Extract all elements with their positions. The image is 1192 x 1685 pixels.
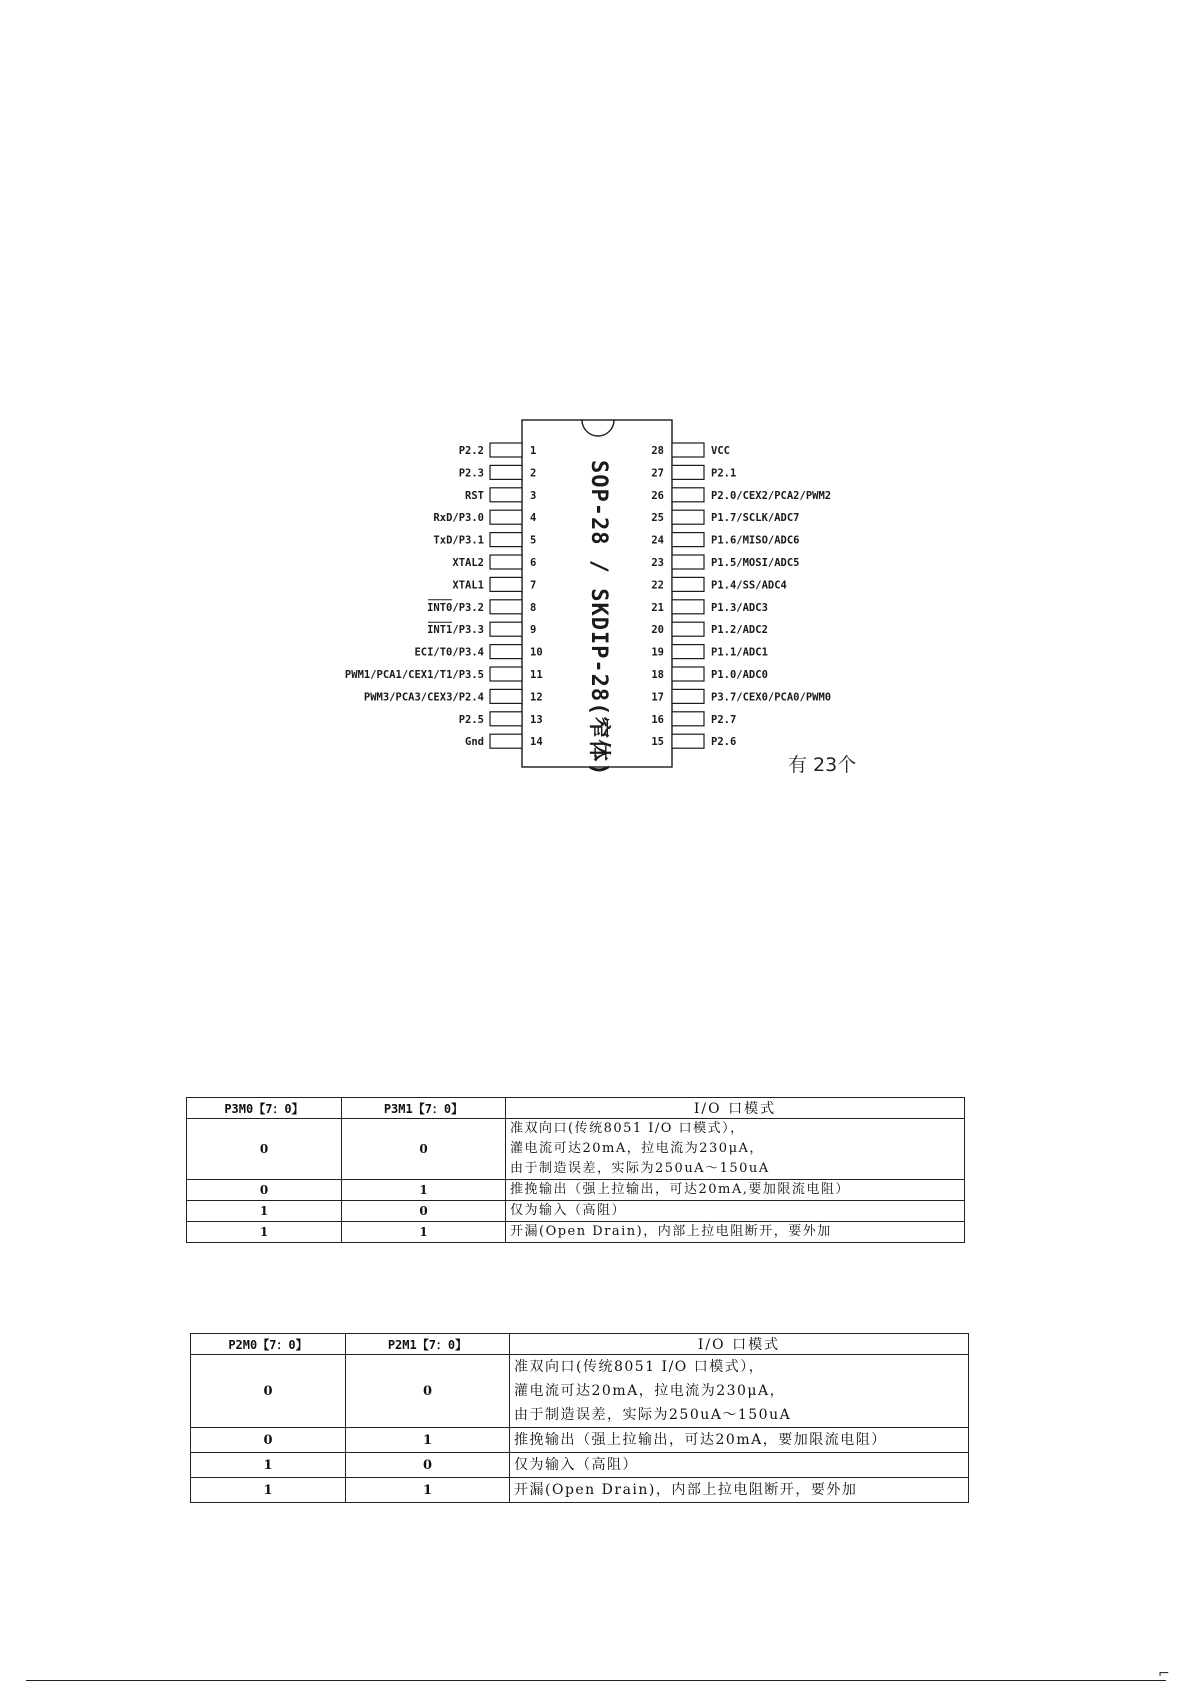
table-row xyxy=(191,1355,969,1428)
pin-pad xyxy=(672,555,704,569)
header-p3m0: P3M0【7：0】 xyxy=(187,1098,342,1119)
right-pin xyxy=(651,555,799,569)
pin-pad xyxy=(672,712,704,726)
right-pin xyxy=(651,712,736,726)
right-pin xyxy=(651,488,831,502)
mode-cell xyxy=(506,1119,965,1180)
table-row xyxy=(191,1453,969,1478)
pin-number: 25 xyxy=(651,512,664,525)
m1-cell: 0 xyxy=(346,1453,510,1478)
pin-label: P2.2 xyxy=(458,445,484,457)
pin-label: PWM3/PCA3/CEX3/P2.4 xyxy=(363,691,484,704)
table-row xyxy=(187,1119,965,1180)
right-pin xyxy=(651,667,768,681)
left-pin-group xyxy=(345,443,543,748)
pin-label: P2.7 xyxy=(711,713,737,726)
pin-number: 11 xyxy=(530,669,543,681)
pin-pad xyxy=(490,600,522,614)
pin-pad xyxy=(672,667,704,681)
m0-cell: 0 xyxy=(187,1119,342,1180)
pin-number: 19 xyxy=(651,646,664,659)
table-row xyxy=(191,1428,969,1453)
right-pin xyxy=(651,533,799,547)
m1-cell: 1 xyxy=(346,1428,510,1453)
pin-number: 15 xyxy=(651,736,664,749)
right-pin xyxy=(651,577,787,591)
pin-label: P1.7/SCLK/ADC7 xyxy=(711,512,800,525)
pin-label: INT0/P3.2 xyxy=(427,601,484,614)
pin-pad xyxy=(490,555,522,569)
pin-label: P1.2/ADC2 xyxy=(711,624,768,637)
mode-line: 仅为输入（高阻） xyxy=(514,1457,638,1473)
mode-line: 由于制造误差，实际为250uA～150uA xyxy=(514,1407,792,1423)
pin-label: P1.0/ADC0 xyxy=(711,669,768,681)
pin-label: P2.3 xyxy=(458,467,484,480)
pin-number: 3 xyxy=(530,489,537,502)
mode-line: 准双向口(传统8051 I/O 口模式）， xyxy=(514,1359,765,1375)
m1-cell: 1 xyxy=(342,1180,506,1201)
left-pin xyxy=(433,510,536,524)
pin-number: 1 xyxy=(530,445,537,457)
pin-number: 2 xyxy=(530,467,537,480)
right-pin xyxy=(651,465,736,479)
m0-cell: 1 xyxy=(187,1222,342,1243)
pin-pad xyxy=(490,577,522,591)
table-row xyxy=(187,1180,965,1201)
package-label: SOP-28 / SKDIP-28(窄体) xyxy=(586,460,611,777)
header-io-mode: I/O 口模式 xyxy=(506,1098,965,1119)
table-row xyxy=(187,1222,965,1243)
left-pin xyxy=(459,465,537,479)
m0-cell: 0 xyxy=(191,1355,346,1428)
mode-line: 开漏(Open Drain)，内部上拉电阻断开，要外加 xyxy=(510,1224,832,1239)
mode-cell xyxy=(506,1201,965,1222)
m1-cell: 0 xyxy=(346,1355,510,1428)
pin-number: 8 xyxy=(530,601,537,614)
pin-label: TxD/P3.1 xyxy=(433,534,484,547)
m0-cell: 0 xyxy=(187,1180,342,1201)
pin-count-note: 有 23个 xyxy=(788,754,857,776)
pin-label: P1.6/MISO/ADC6 xyxy=(711,534,800,547)
p3-mode-table xyxy=(186,1097,965,1243)
mode-line: 由于制造误差，实际为250uA～150uA xyxy=(510,1161,770,1176)
pin-label: P1.1/ADC1 xyxy=(711,646,768,659)
pin-number: 24 xyxy=(651,534,664,547)
corner-mark: ⌐ xyxy=(1158,1666,1170,1682)
left-pin xyxy=(459,443,537,457)
p2-mode-table xyxy=(190,1333,969,1503)
mode-cell xyxy=(510,1453,969,1478)
pin-pad xyxy=(490,533,522,547)
header-io-mode: I/O 口模式 xyxy=(510,1334,969,1355)
pin-pad xyxy=(672,734,704,748)
pin-number: 27 xyxy=(651,467,664,480)
pin-number: 10 xyxy=(530,646,543,659)
ic-pinout-diagram xyxy=(0,0,1192,800)
mode-cell xyxy=(506,1222,965,1243)
pin-number: 17 xyxy=(651,691,664,704)
pin-pad xyxy=(490,712,522,726)
pin-label: RST xyxy=(465,489,484,502)
pin-number: 4 xyxy=(530,512,537,525)
chip-notch xyxy=(582,420,614,436)
left-pin xyxy=(452,555,536,569)
pin-number: 13 xyxy=(530,713,543,726)
header-p2m1: P2M1【7：0】 xyxy=(346,1334,510,1355)
pin-number: 12 xyxy=(530,691,543,704)
mode-cell xyxy=(506,1180,965,1201)
left-pin xyxy=(364,689,543,703)
pin-pad xyxy=(672,622,704,636)
pin-label: RxD/P3.0 xyxy=(433,512,484,525)
pin-number: 20 xyxy=(651,624,664,637)
table-row xyxy=(187,1201,965,1222)
left-pin xyxy=(414,645,542,659)
header-p2m0: P2M0【7：0】 xyxy=(191,1334,346,1355)
left-pin xyxy=(452,577,536,591)
pin-number: 14 xyxy=(530,736,543,749)
pin-label: Gnd xyxy=(465,736,484,749)
p2-table-body xyxy=(191,1355,969,1503)
m1-cell: 1 xyxy=(342,1222,506,1243)
right-pin xyxy=(651,734,736,748)
pin-label: XTAL1 xyxy=(452,579,484,592)
pin-label: P2.5 xyxy=(458,713,484,726)
pin-pad xyxy=(490,645,522,659)
m1-cell: 0 xyxy=(342,1201,506,1222)
table-row xyxy=(191,1478,969,1503)
right-pin xyxy=(651,622,768,636)
pin-number: 21 xyxy=(651,601,664,614)
left-pin xyxy=(465,734,543,748)
right-pin-group xyxy=(651,443,831,748)
pin-pad xyxy=(490,622,522,636)
pin-pad xyxy=(490,465,522,479)
left-pin xyxy=(345,667,543,681)
pin-number: 6 xyxy=(530,557,537,569)
m0-cell: 1 xyxy=(191,1453,346,1478)
pin-pad xyxy=(672,510,704,524)
pin-pad xyxy=(490,510,522,524)
pin-pad xyxy=(672,443,704,457)
right-pin xyxy=(651,689,831,703)
pin-number: 5 xyxy=(530,534,537,547)
mode-line: 推挽输出（强上拉输出，可达20mA，要加限流电阻） xyxy=(514,1432,887,1448)
pin-label: P2.6 xyxy=(711,736,737,749)
right-pin xyxy=(651,443,730,457)
right-pin xyxy=(651,510,799,524)
mode-line: 灌电流可达20mA，拉电流为230μA， xyxy=(510,1141,764,1156)
pin-pad xyxy=(672,488,704,502)
left-pin xyxy=(459,712,543,726)
pin-label: XTAL2 xyxy=(452,557,484,569)
pin-pad xyxy=(490,667,522,681)
pin-pad xyxy=(490,689,522,703)
pin-pad xyxy=(490,488,522,502)
pin-number: 28 xyxy=(651,445,664,457)
pin-label: P2.0/CEX2/PCA2/PWM2 xyxy=(711,489,832,502)
right-pin xyxy=(651,645,768,659)
pin-number: 9 xyxy=(530,624,537,637)
pin-label: ECI/T0/P3.4 xyxy=(414,646,484,659)
pin-label: P2.1 xyxy=(711,467,737,480)
mode-line: 开漏(Open Drain)，内部上拉电阻断开，要外加 xyxy=(514,1482,858,1498)
pin-pad xyxy=(490,734,522,748)
pin-number: 18 xyxy=(651,669,664,681)
pin-number: 26 xyxy=(651,489,664,502)
m0-cell: 1 xyxy=(187,1201,342,1222)
pin-pad xyxy=(672,645,704,659)
pin-pad xyxy=(490,443,522,457)
footer-rule xyxy=(26,1680,1166,1681)
left-pin xyxy=(465,488,536,502)
m1-cell: 0 xyxy=(342,1119,506,1180)
pin-label: VCC xyxy=(711,445,730,457)
pin-number: 16 xyxy=(651,713,664,726)
mode-line: 仅为输入（高阻） xyxy=(510,1203,627,1218)
pin-pad xyxy=(672,689,704,703)
left-pin xyxy=(433,533,536,547)
mode-line: 推挽输出（强上拉输出，可达20mA,要加限流电阻） xyxy=(510,1182,850,1197)
m0-cell: 1 xyxy=(191,1478,346,1503)
mode-line: 灌电流可达20mA，拉电流为230μA， xyxy=(514,1383,786,1399)
m0-cell: 0 xyxy=(191,1428,346,1453)
pin-pad xyxy=(672,577,704,591)
pin-label: P1.3/ADC3 xyxy=(711,601,768,614)
pin-label: P1.4/SS/ADC4 xyxy=(711,579,787,592)
right-pin xyxy=(651,600,768,614)
pin-pad xyxy=(672,533,704,547)
mode-cell xyxy=(510,1478,969,1503)
pin-number: 22 xyxy=(651,579,664,592)
pin-pad xyxy=(672,600,704,614)
p3-table-body xyxy=(187,1119,965,1243)
mode-cell xyxy=(510,1355,969,1428)
pin-pad xyxy=(672,465,704,479)
pin-label: P3.7/CEX0/PCA0/PWM0 xyxy=(711,691,832,704)
pin-number: 7 xyxy=(530,579,537,592)
left-pin xyxy=(427,622,536,636)
mode-line: 准双向口(传统8051 I/O 口模式）， xyxy=(510,1121,745,1136)
pin-label: INT1/P3.3 xyxy=(427,624,484,637)
left-pin xyxy=(427,600,536,614)
mode-cell xyxy=(510,1428,969,1453)
m1-cell: 1 xyxy=(346,1478,510,1503)
pin-label: PWM1/PCA1/CEX1/T1/P3.5 xyxy=(344,669,484,681)
header-p3m1: P3M1【7：0】 xyxy=(342,1098,506,1119)
pin-label: P1.5/MOSI/ADC5 xyxy=(711,557,800,569)
pin-number: 23 xyxy=(651,557,664,569)
